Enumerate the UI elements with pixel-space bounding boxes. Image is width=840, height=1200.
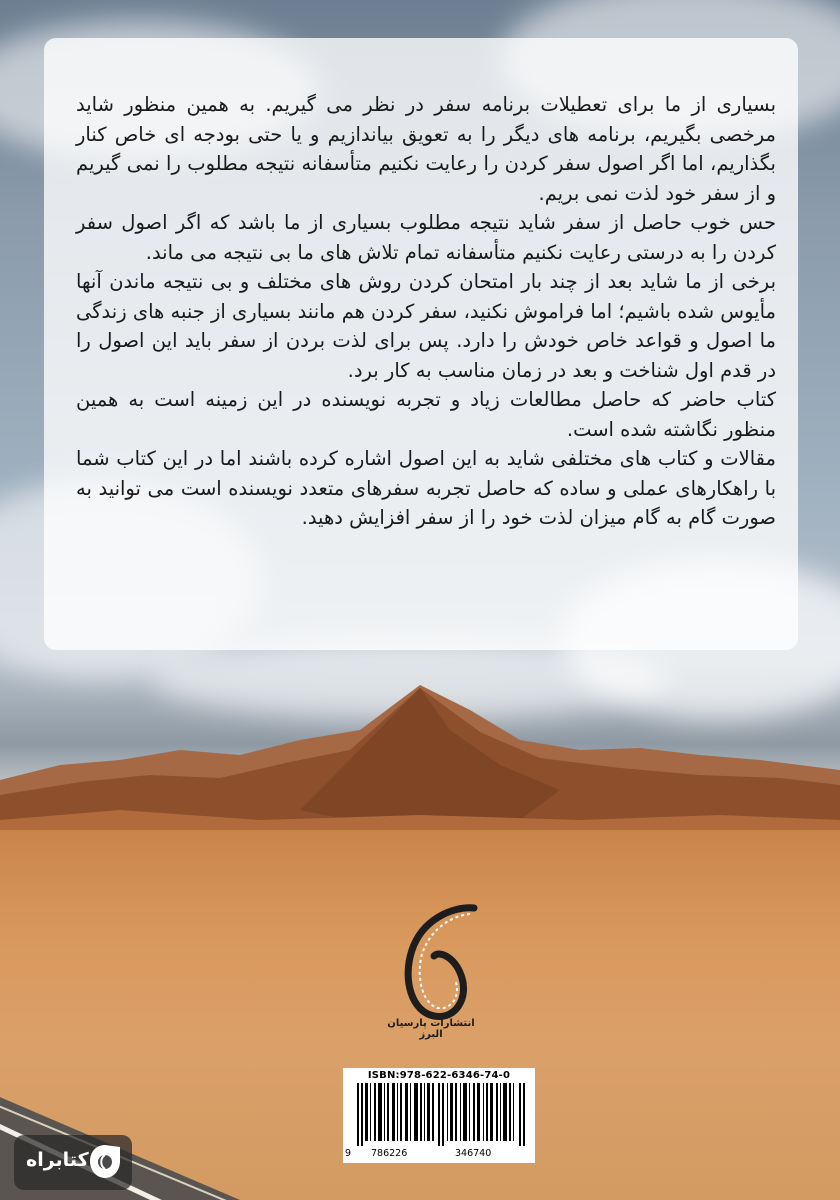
description-paragraph: بسیاری از ما برای تعطیلات برنامه سفر در نظر می گیریم. به همین منظور شاید مرخصی بگیریم، برنامه های دیگر را به تعویق بیاندازیم و یا حتی بودجه ای خاص کنار بگذاریم، اما اگر اصول سفر کردن را رعایت نکنیم متأسفانه نتیجه مطلوب را نمی گیریم و از سفر خود لذت نمی بریم. [76, 93, 776, 205]
description-paragraph: برخی از ما شاید بعد از چند بار امتحان کردن روش های مختلف و بی نتیجه ماندن آنها مأیوس شده باشیم؛ اما فراموش نکنید، سفر کردن هم مانند بسیاری از جنبه های زندگی ما اصول و قواعد خاص خودش را دارد. پس برای لذت بردن از سفر باید این اصول را در قدم اول شناخت و بعد در زمان مناسب به کار برد. [76, 270, 776, 382]
ketabrah-logo-icon [88, 1143, 122, 1181]
barcode [343, 1068, 535, 1163]
description-paragraph: حس خوب حاصل از سفر شاید نتیجه مطلوب بسیاری از ما باشد که اگر اصول سفر کردن را به درستی رعایت نکنیم متأسفانه تمام تلاش های ما بی نتیجه می ماند. [76, 211, 776, 264]
barcode-prefix-digit: 9 [345, 1148, 352, 1159]
book-description [76, 90, 776, 533]
barcode-left-digits: 786226 [371, 1148, 408, 1159]
isbn-label: ISBN:978-622-6346-74-0 [367, 1070, 511, 1081]
barcode-bars [353, 1083, 529, 1146]
description-paragraph: مقالات و کتاب های مختلفی شاید به این اصول اشاره کرده باشند اما در این کتاب شما با راهکارهای عملی و ساده که حاصل تجربه سفرهای متعدد نویسنده است می توانید به صورت گام به گام میزان لذت خود را از سفر افزایش دهید. [76, 447, 776, 529]
barcode-right-digits: 346740 [455, 1148, 492, 1159]
watermark-label: کتابراه [26, 1149, 89, 1171]
publisher-name: انتشارات پارسیان البرز [387, 1018, 475, 1040]
description-paragraph: کتاب حاضر که حاصل مطالعات زیاد و تجربه نویسنده در این زمینه است به همین منظور نگاشته شده است. [76, 388, 776, 441]
ketabrah-watermark [14, 1135, 132, 1190]
